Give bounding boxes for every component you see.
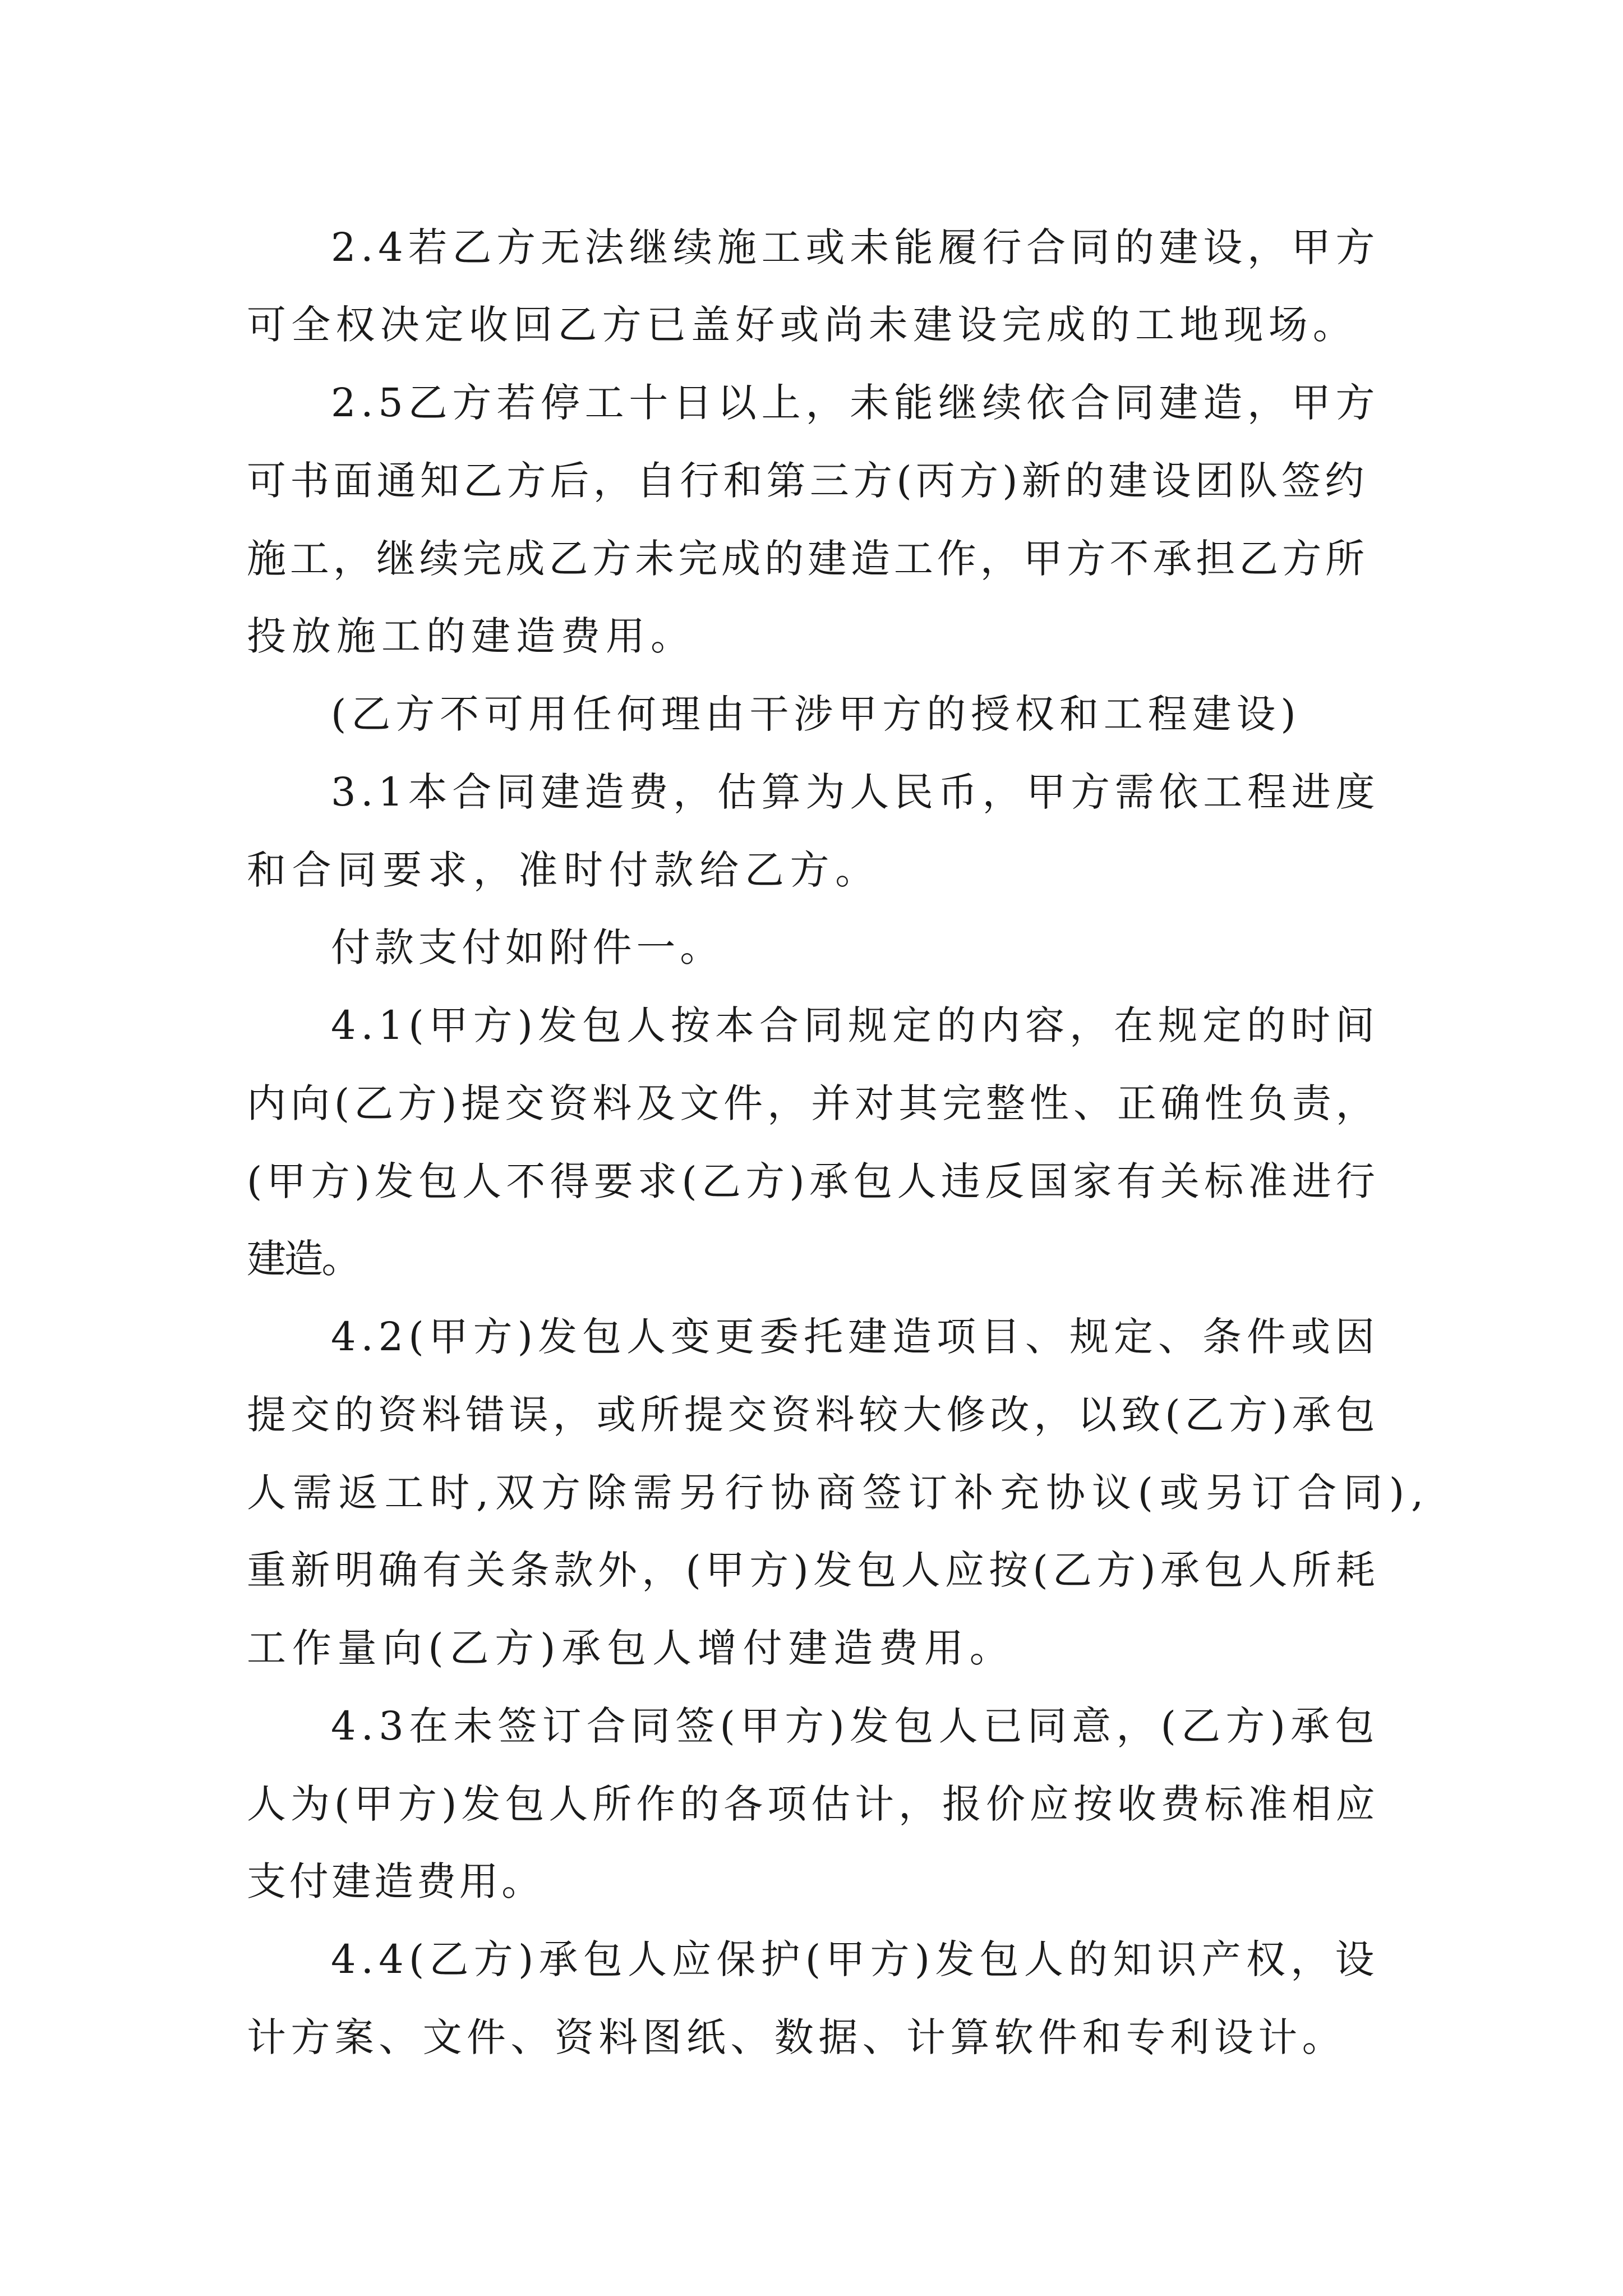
text-line: 2.5乙方若停工十日以上，未能继续依合同建造，甲方 xyxy=(331,380,1380,426)
text-line: 付款支付如附件一。 xyxy=(331,924,723,970)
text-line: 3.1本合同建造费，估算为人民币，甲方需依工程进度 xyxy=(331,769,1380,815)
text-line: 施工，继续完成乙方未完成的建造工作，甲方不承担乙方所 xyxy=(247,536,1368,582)
text-line: 提交的资料错误，或所提交资料较大修改，以致(乙方)承包 xyxy=(247,1392,1380,1438)
text-line: 内向(乙方)提交资料及文件，并对其完整性、正确性负责， xyxy=(247,1080,1380,1126)
text-line: 计方案、文件、资料图纸、数据、计算软件和专利设计。 xyxy=(247,2014,1346,2060)
text-line: 投放施工的建造费用。 xyxy=(247,613,695,659)
text-line: 和合同要求，准时付款给乙方。 xyxy=(247,847,880,893)
text-line: 4.3在未签订合同签(甲方)发包人已同意，(乙方)承包 xyxy=(331,1703,1380,1749)
text-line: 重新明确有关条款外，(甲方)发包人应按(乙方)承包人所耗 xyxy=(247,1547,1380,1593)
text-line: 人为(甲方)发包人所作的各项估计，报价应按收费标准相应 xyxy=(247,1781,1380,1827)
text-line: 可全权决定收回乙方已盖好或尚未建设完成的工地现场。 xyxy=(247,302,1357,348)
text-line: 4.1(甲方)发包人按本合同规定的内容，在规定的时间 xyxy=(331,1002,1380,1048)
text-line: 人需返工时,双方除需另行协商签订补充协议(或另订合同), xyxy=(247,1470,1431,1516)
text-line: 2.4若乙方无法继续施工或未能履行合同的建设，甲方 xyxy=(331,224,1380,270)
text-line: (乙方不可用任何理由干涉甲方的授权和工程建设) xyxy=(331,691,1301,737)
text-line: 工作量向(乙方)承包人增付建造费用。 xyxy=(247,1625,1015,1671)
text-line: 可书面通知乙方后，自行和第三方(丙方)新的建设团队签约 xyxy=(247,458,1368,504)
text-line: 支付建造费用。 xyxy=(247,1858,544,1904)
text-line: (甲方)发包人不得要求(乙方)承包人违反国家有关标准进行 xyxy=(247,1158,1380,1204)
text-line: 4.2(甲方)发包人变更委托建造项目、规定、条件或因 xyxy=(331,1314,1380,1360)
text-line: 4.4(乙方)承包人应保护(甲方)发包人的知识产权，设 xyxy=(331,1936,1380,1982)
text-line: 建造。 xyxy=(247,1236,359,1282)
